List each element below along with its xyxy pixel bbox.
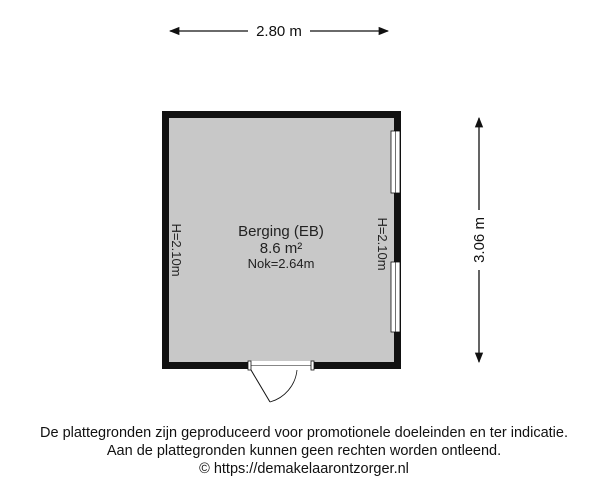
depth-dimension xyxy=(471,118,488,362)
width-dimension xyxy=(170,23,388,40)
disclaimer-line-2: Aan de plattegronden kunnen geen rechten worden ontleend. xyxy=(106,443,502,459)
depth-label: 3.06 m xyxy=(471,217,488,263)
left-wall-height: H=2.10m xyxy=(169,223,184,277)
disclaimer-line-1: De plattegronden zijn geproduceerd voor promotionele doeleinden en ter indicatie. xyxy=(40,425,568,441)
door xyxy=(248,361,314,402)
width-label: 2.80 m xyxy=(256,23,302,40)
window-upper xyxy=(391,131,400,193)
right-wall-height: H=2.10m xyxy=(375,217,390,271)
window-lower xyxy=(391,262,400,332)
room-name: Berging (EB) xyxy=(238,223,324,240)
room-area: 8.6 m² xyxy=(259,240,303,257)
disclaimer-line-3: © https://demakelaarontzorger.nl xyxy=(199,461,409,477)
room-ridge-height: Nok=2.64m xyxy=(247,256,315,271)
disclaimer xyxy=(0,424,608,478)
